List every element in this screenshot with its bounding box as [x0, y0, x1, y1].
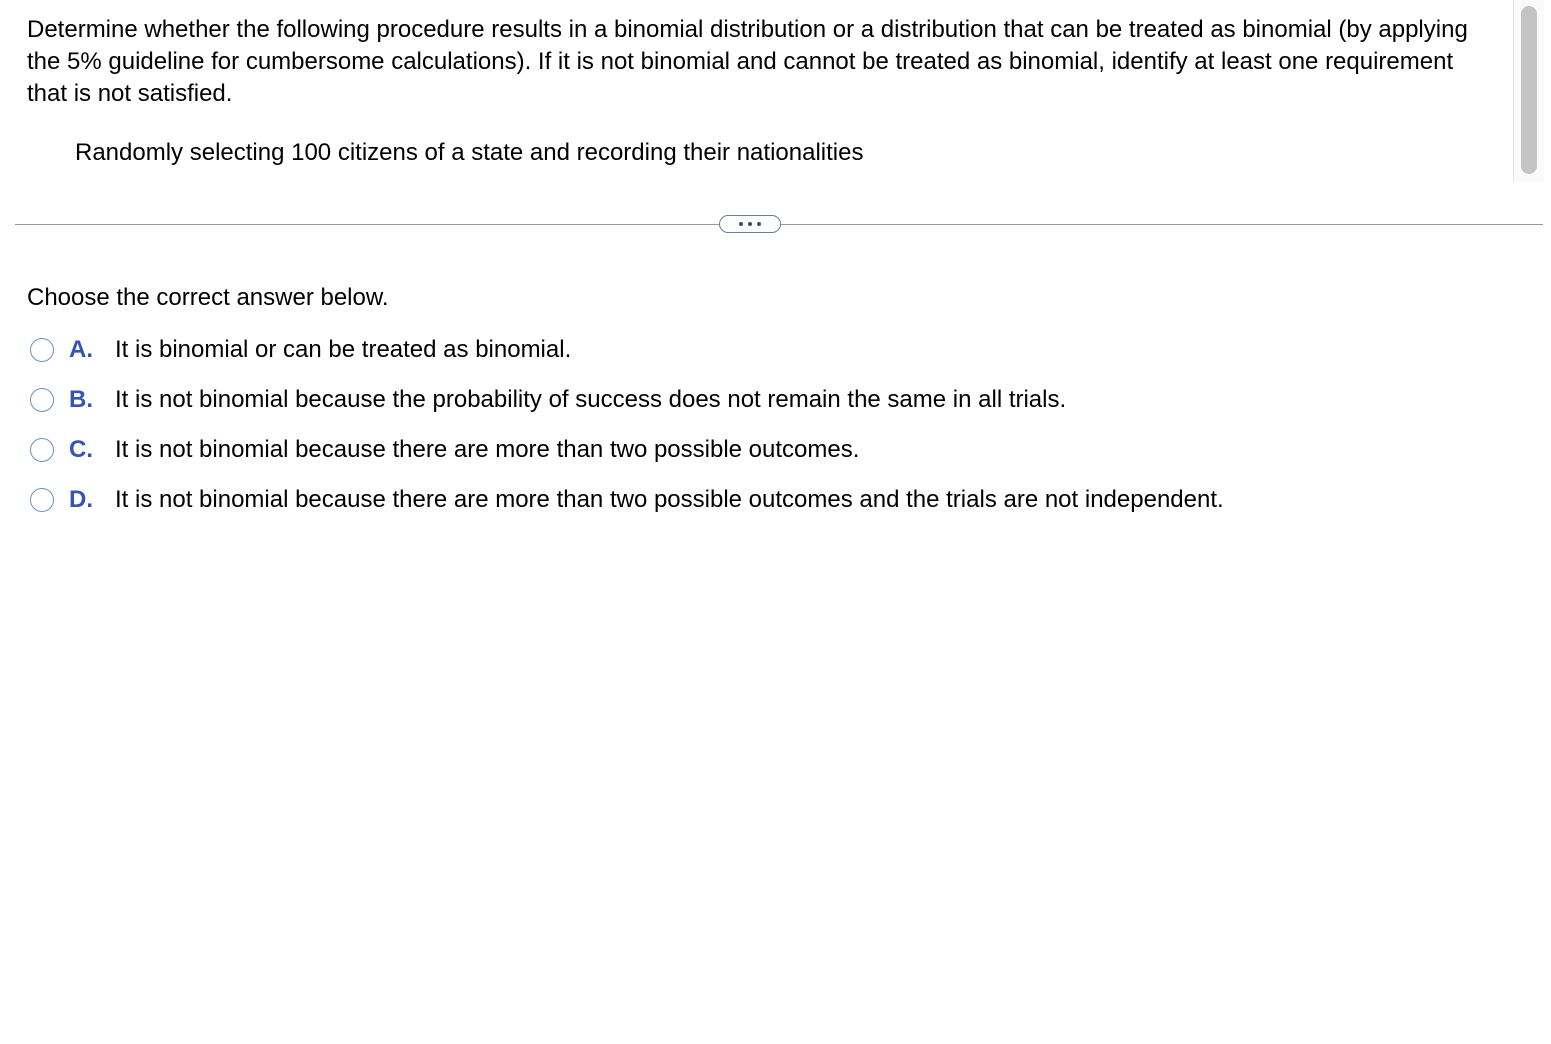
question-prompt: Determine whether the following procedure results in a binomial distribution or a distribution that can be treated as binomial (by applying the 5% guideline for cumbersome calculations). If it is not binomial and cannot be treated as binomial, identify at least one requirement that is not satisfied. [27, 16, 1468, 107]
answer-instruction: Choose the correct answer below. [27, 284, 389, 311]
question-scrollbar[interactable] [1513, 0, 1544, 182]
option-c[interactable] [30, 433, 860, 467]
scrollbar-thumb[interactable] [1521, 6, 1537, 174]
option-letter-a: A. [69, 336, 93, 363]
option-text-d[interactable]: It is not binomial because there are more than two possible outcomes and the trials are not independent. [115, 486, 1224, 513]
radio-button-c[interactable] [30, 438, 54, 462]
option-letter-d: D. [69, 486, 93, 513]
option-a[interactable] [30, 333, 572, 367]
ellipsis-icon [739, 222, 743, 226]
radio-button-a[interactable] [30, 338, 54, 362]
ellipsis-icon [748, 222, 752, 226]
radio-button-d[interactable] [30, 488, 54, 512]
option-text-b[interactable]: It is not binomial because the probability of success does not remain the same in all trials. [115, 386, 1067, 413]
option-text-c[interactable]: It is not binomial because there are more than two possible outcomes. [115, 436, 860, 463]
procedure-statement: Randomly selecting 100 citizens of a state and recording their nationalities [75, 139, 864, 166]
option-d[interactable] [30, 483, 1224, 517]
question-panel [0, 0, 1512, 190]
option-letter-c: C. [69, 436, 93, 463]
option-letter-b: B. [69, 386, 93, 413]
ellipsis-icon [757, 222, 761, 226]
radio-button-b[interactable] [30, 388, 54, 412]
option-b[interactable] [30, 383, 1067, 417]
expand-button[interactable] [719, 215, 781, 233]
option-text-a[interactable]: It is binomial or can be treated as binomial. [115, 336, 572, 363]
